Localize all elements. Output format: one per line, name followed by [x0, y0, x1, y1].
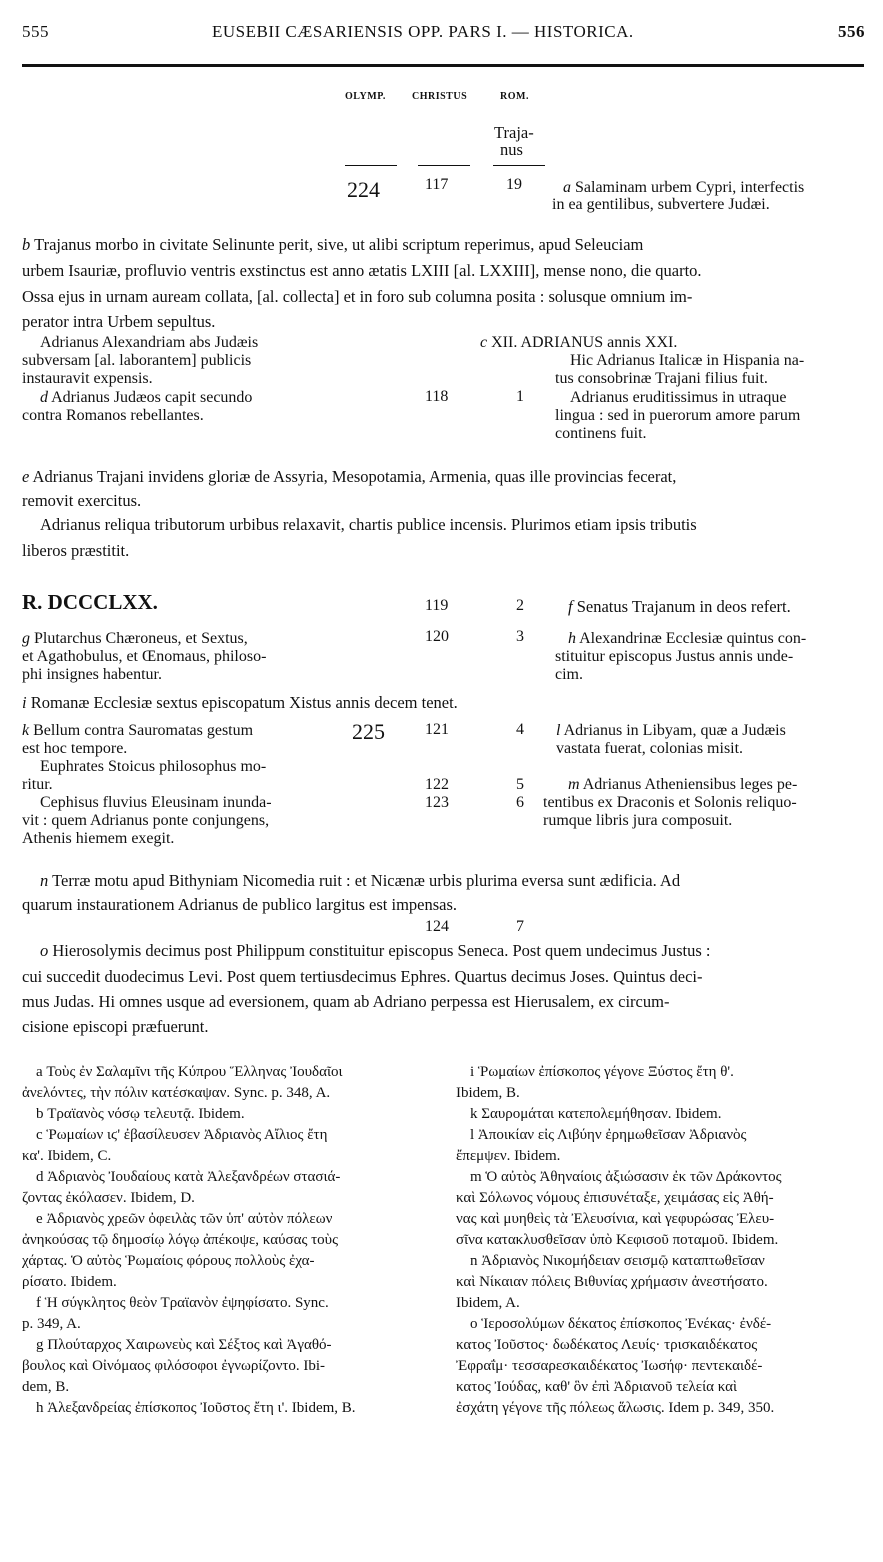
block2-right-line5: lingua : sed in puerorum amore parum: [555, 407, 801, 424]
block2-right-line3: tus consobrinæ Trajani filius fuit.: [555, 370, 768, 387]
note-k-line4: ritur.: [22, 776, 53, 793]
footnotes-right: [456, 1062, 866, 1419]
note-letter-b: b: [22, 235, 31, 254]
footnote-line: k Σαυρομάται κατεπολεμήθησαν. Ibidem.: [470, 1106, 722, 1122]
para-b-line3: Ossa ejus in urnam auream collata, [al. collecta] et in foro sub columna posita : solusque omnium im-: [22, 287, 693, 306]
note-letter-f: f: [568, 597, 573, 616]
rom-5: 5: [516, 776, 524, 793]
block2-left-line2: subversam [al. laborantem] publicis: [22, 352, 252, 369]
section-heading: R. DCCCLXX.: [22, 590, 158, 614]
col-olymp: OLYMP.: [345, 91, 386, 102]
footnote-line: h Ἀλεξανδρείας ἐπίσκοπος Ἰοῦστος ἔτη ι'. Ibidem, B.: [36, 1400, 356, 1416]
footnote-line: m Ὁ αὐτὸς Ἀθηναίοις ἀξιώσασιν ἐκ τῶν Δράκοντος: [470, 1169, 782, 1185]
footnote-line: c Ῥωμαίων ιϛ' ἐβασίλευσεν Ἀδριανὸς Αἴλιος ἔτη: [36, 1127, 328, 1143]
note-l-line1: Adrianus in Libyam, quæ a Judæis: [563, 722, 786, 739]
col-traja: Traja-: [494, 123, 534, 142]
note-k-line2: est hoc tempore.: [22, 740, 128, 757]
footnote-line: b Τραϊανὸς νόσῳ τελευτᾷ. Ibidem.: [36, 1106, 245, 1122]
para-e-line3: Adrianus reliqua tributorum urbibus relaxavit, chartis publice incensis. Plurimos etiam ipsis tributis: [40, 515, 697, 534]
note-k-line3: Euphrates Stoicus philosophus mo-: [40, 758, 267, 775]
note-h-line2: stituitur episcopus Justus annis unde-: [555, 648, 794, 665]
col-rom: ROM.: [500, 91, 529, 102]
year-120: 120: [425, 628, 449, 645]
para-o-line1: Hierosolymis decimus post Philippum constituitur episcopus Seneca. Post quem undecimus Justus :: [52, 941, 711, 960]
note-k-line7: Athenis hiemem exegit.: [22, 830, 175, 847]
note-g-line2: et Agathobulus, et Œnomaus, philoso-: [22, 648, 267, 665]
footnote-line: dem, B.: [22, 1379, 70, 1395]
para-b-line1: Trajanus morbo in civitate Selinunte perit, sive, ut alibi scriptum reperimus, apud Seleuciam: [34, 235, 644, 254]
col-christus: CHRISTUS: [412, 91, 468, 102]
footnote-line: σῖνα κατακλυσθεῖσαν ὑπὸ Κεφισοῦ ποταμοῦ. Ibidem.: [456, 1232, 779, 1248]
para-e-line2: removit exercitus.: [22, 491, 142, 510]
note-a-line1: Salaminam urbem Cypri, interfectis: [575, 179, 805, 196]
note-g-line3: phi insignes habentur.: [22, 666, 162, 683]
footnote-line: ρίσατο. Ibidem.: [22, 1274, 117, 1290]
block2-left-line3: instauravit expensis.: [22, 370, 153, 387]
rom-19: 19: [506, 176, 522, 193]
running-title: EUSEBII CÆSARIENSIS OPP. PARS I. — HISTORICA.: [212, 22, 634, 41]
footnote-line: ἀνελόντες, τὴν πόλιν κατέσκαψαν. Sync. p. 348, A.: [22, 1085, 331, 1101]
note-letter-l: l: [556, 722, 561, 739]
footnote-line: Ἐφραΐμ· τεσσαρεσκαιδέκατος Ἰωσήφ· πεντεκαιδέ-: [456, 1358, 763, 1374]
footnote-line: καὶ Σόλωνος νόμους ἐπισυνέταξε, χειμάσας εἰς Ἀθή-: [456, 1190, 774, 1206]
footnote-line: βουλος καὶ Οἰνόμαος φιλόσοφοι ἐγνωρίζοντο. Ibi-: [22, 1358, 326, 1374]
rom-1: 1: [516, 388, 524, 405]
note-m-line1: Adrianus Atheniensibus leges pe-: [582, 776, 798, 793]
year-124: 124: [425, 918, 449, 935]
year-123: 123: [425, 794, 449, 811]
footnote-line: ἐσχάτη γέγονε τῆς πόλεως ἅλωσις. Idem p. 349, 350.: [456, 1400, 775, 1416]
para-n-line1: Terræ motu apud Bithyniam Nicomedia ruit : et Nicænæ urbis plurima eversa sunt ædificia. Ad: [52, 871, 681, 890]
header-rule: [22, 64, 864, 67]
rom-2: 2: [516, 597, 524, 614]
para-e-line4: liberos præstitit.: [22, 541, 130, 560]
note-m-line2: tentibus ex Draconis et Solonis reliquo-: [543, 794, 797, 811]
para-b-line4: perator intra Urbem sepultus.: [22, 312, 216, 331]
year-117: 117: [425, 176, 449, 193]
note-g-line1: Plutarchus Chæroneus, et Sextus,: [34, 630, 248, 647]
block2-left-line4: Adrianus Judæos capit secundo: [51, 389, 253, 406]
page-number-left: 555: [22, 22, 49, 41]
note-letter-m: m: [568, 776, 580, 793]
para-b-line2: urbem Isauriæ, profluvio ventris exstinctus est anno ætatis LXIII [al. LXXIII], mense nono, die quarto.: [22, 261, 702, 280]
note-letter-o: o: [40, 941, 49, 960]
footnote-line: κα'. Ibidem, C.: [22, 1148, 112, 1164]
rom-3: 3: [516, 628, 524, 645]
para-o-line4: cisione episcopi præfuerunt.: [22, 1017, 209, 1036]
note-letter-a: a: [563, 179, 571, 196]
olymp-224: 224: [347, 177, 380, 202]
footnote-line: Ibidem, B.: [456, 1085, 520, 1101]
note-i-text: Romanæ Ecclesiæ sextus episcopatum Xistus annis decem tenet.: [30, 693, 458, 712]
block2-right-line1: XII. ADRIANUS annis XXI.: [491, 334, 678, 351]
year-119: 119: [425, 597, 449, 614]
col-rule-christus: [418, 165, 470, 166]
note-letter-k: k: [22, 722, 30, 739]
rom-7: 7: [516, 918, 524, 935]
footnote-line: p. 349, A.: [22, 1316, 81, 1332]
note-letter-e: e: [22, 467, 30, 486]
footnote-line: ἀνηκούσας τῷ δημοσίῳ λόγῳ ἀπέκοψε, καύσας τοὺς: [22, 1232, 339, 1248]
year-122: 122: [425, 776, 449, 793]
footnote-line: d Ἀδριανὸς Ἰουδαίους κατὰ Ἀλεξανδρέων στασιά-: [36, 1169, 341, 1185]
col-nus: nus: [500, 140, 523, 159]
block2-right-line6: continens fuit.: [555, 425, 647, 442]
col-rule-olymp: [345, 165, 397, 166]
note-letter-d: d: [40, 389, 48, 406]
note-m-line3: rumque libris jura composuit.: [543, 812, 733, 829]
note-h-line1: Alexandrinæ Ecclesiæ quintus con-: [579, 630, 807, 647]
page-number-right: 556: [838, 22, 865, 41]
footnote-line: νας καὶ μυηθεὶς τὰ Ἐλευσίνια, καὶ γεφυρώσας Ἐλευ-: [456, 1211, 775, 1227]
note-k-line5: Cephisus fluvius Eleusinam inunda-: [40, 794, 272, 811]
footnote-line: Ibidem, A.: [456, 1295, 520, 1311]
footnote-line: g Πλούταρχος Χαιρωνεὺς καὶ Σέξτος καὶ Ἀγαθό-: [36, 1337, 332, 1353]
footnote-line: l Ἀποικίαν εἰς Λιβύην ἐρημωθεῖσαν Ἀδριανὸς: [470, 1127, 747, 1143]
block2-right-line2: Hic Adrianus Italicæ in Hispania na-: [570, 352, 805, 369]
year-118: 118: [425, 388, 449, 405]
block2-left-line1: Adrianus Alexandriam abs Judæis: [40, 334, 259, 351]
footnote-line: χάρτας. Ὁ αὐτὸς Ῥωμαίοις φόρους πολλοὺς ἐχα-: [22, 1253, 315, 1269]
para-o-line3: mus Judas. Hi omnes usque ad eversionem, quam ab Adriano perpessa est Hierusalem, ex circum-: [22, 992, 670, 1011]
note-letter-h: h: [568, 630, 576, 647]
note-l-line2: vastata fuerat, colonias misit.: [556, 740, 744, 757]
footnote-line: καὶ Νίκαιαν πόλεις Βιθυνίας χρήμασιν ἀνεστήσατο.: [456, 1274, 768, 1290]
note-letter-i: i: [22, 693, 27, 712]
note-f-text: Senatus Trajanum in deos refert.: [576, 597, 791, 616]
block2-left-line5: contra Romanos rebellantes.: [22, 407, 204, 424]
note-k-line1: Bellum contra Sauromatas gestum: [33, 722, 254, 739]
footnote-line: o Ἱεροσολύμων δέκατος ἐπίσκοπος Ἐνέκας· ἐνδέ-: [470, 1316, 772, 1332]
note-letter-g: g: [22, 630, 30, 647]
footnote-line: f Ἡ σύγκλητος θεὸν Τραϊανὸν ἐψηφίσατο. Sync.: [36, 1295, 329, 1311]
note-h-line3: cim.: [555, 666, 583, 683]
note-letter-n: n: [40, 871, 49, 890]
footnote-line: κατος Ἰοῦστος· δωδέκατος Λευίς· τρισκαιδέκατος: [456, 1337, 758, 1353]
rom-6: 6: [516, 794, 524, 811]
para-n-line2: quarum instaurationem Adrianus de publico largitus est impensas.: [22, 895, 458, 914]
footnote-line: ζοντας ἐκόλασεν. Ibidem, D.: [22, 1190, 195, 1206]
footnote-line: ἔπεμψεν. Ibidem.: [456, 1148, 561, 1164]
footnote-line: κατος Ἰούδας, καθ' ὃν ἐπὶ Ἀδριανοῦ τελεία καὶ: [456, 1379, 738, 1395]
note-a-line2: in ea gentilibus, subvertere Judæi.: [552, 196, 770, 213]
para-o-line2: cui succedit duodecimus Levi. Post quem tertiusdecimus Ephres. Quartus decimus Joses. Quintus deci-: [22, 967, 703, 986]
olymp-225: 225: [352, 719, 385, 744]
footnote-line: n Ἀδριανὸς Νικομήδειαν σεισμῷ καταπτωθεῖσαν: [470, 1253, 765, 1269]
note-k-line6: vit : quem Adrianus ponte conjungens,: [22, 812, 270, 829]
para-e-line1: Adrianus Trajani invidens gloriæ de Assyria, Mesopotamia, Armenia, quas ille provincias fecerat,: [32, 467, 677, 486]
footnote-line: e Ἀδριανὸς χρεῶν ὀφειλὰς τῶν ὑπ' αὐτὸν πόλεων: [36, 1211, 333, 1227]
year-121: 121: [425, 721, 449, 738]
note-letter-c: c: [480, 334, 488, 351]
footnotes-left: [22, 1062, 434, 1419]
footnote-line: a Τοὺς ἐν Σαλαμῖνι τῆς Κύπρου Ἕλληνας Ἰουδαῖοι: [36, 1064, 343, 1080]
col-rule-rom: [493, 165, 545, 166]
block2-right-line4: Adrianus eruditissimus in utraque: [570, 389, 787, 406]
rom-4: 4: [516, 721, 524, 738]
footnote-line: i Ῥωμαίων ἐπίσκοπος γέγονε Ξύστος ἔτη θ'.: [470, 1064, 734, 1080]
